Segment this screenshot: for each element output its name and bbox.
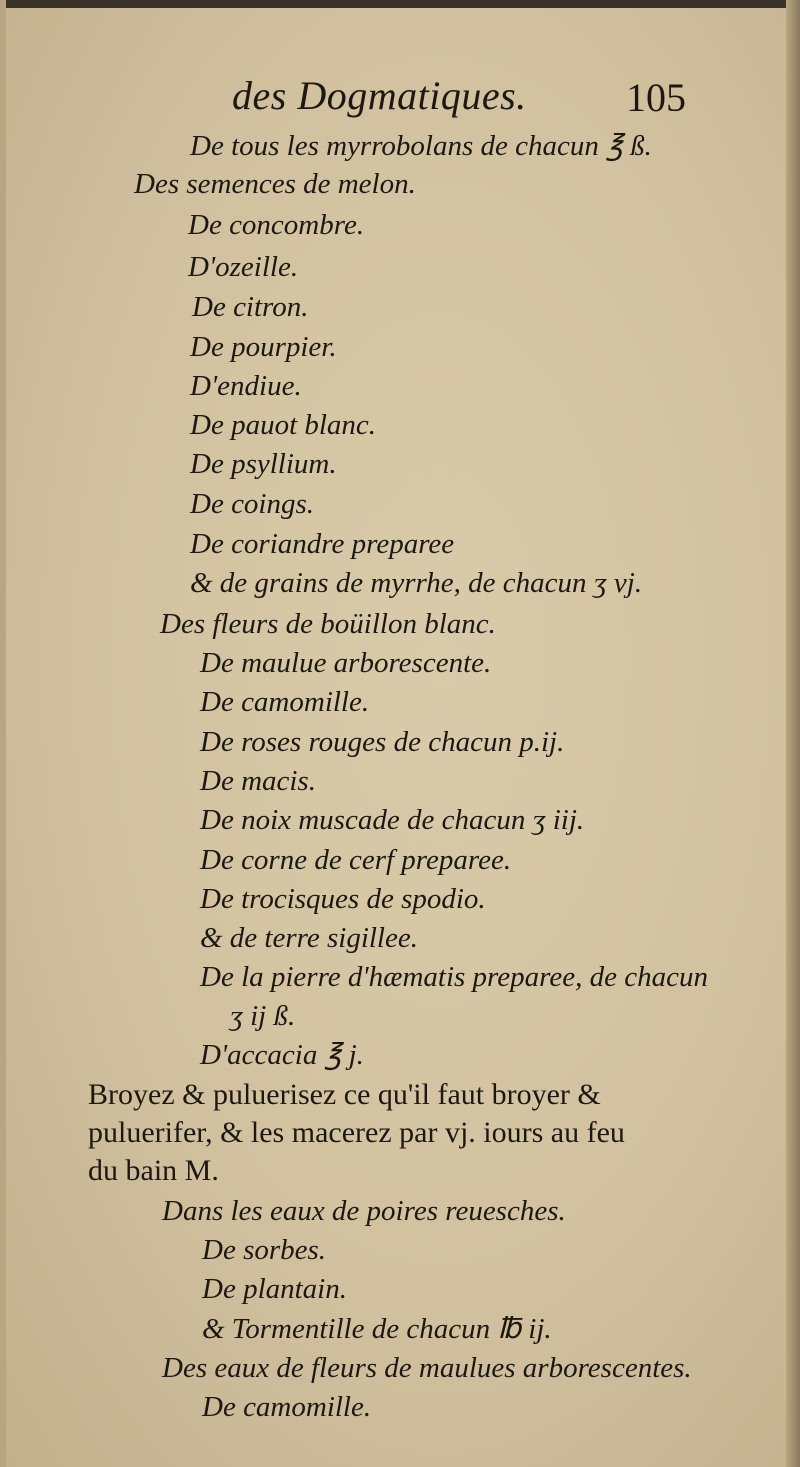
text-line-10: De coings. (190, 488, 315, 520)
text-line-4: D'ozeille. (188, 251, 299, 283)
text-line-8: De pauot blanc. (190, 409, 377, 441)
text-line-28: Dans les eaux de poires reuesches. (162, 1195, 566, 1227)
text-line-30: De plantain. (202, 1273, 347, 1305)
text-line-19: De corne de cerf preparee. (200, 844, 512, 876)
text-line-21: & de terre sigillee. (200, 922, 418, 954)
text-line-27: du bain M. (88, 1154, 219, 1187)
text-line-14: De maulue arborescente. (200, 647, 492, 679)
text-line-6: De pourpier. (190, 331, 337, 363)
text-line-5: De citron. (192, 291, 309, 323)
page-number: 105 (626, 75, 686, 120)
text-line-12: & de grains de myrrhe, de chacun ʒ vj. (190, 567, 643, 599)
text-line-9: De psyllium. (190, 448, 337, 480)
text-line-25: Broyez & puluerisez ce qu'il faut broyer & (88, 1078, 601, 1111)
page-right-edge (786, 0, 800, 1467)
text-line-32: Des eaux de fleurs de maulues arborescentes. (162, 1352, 692, 1384)
text-line-1: De tous les myrrobolans de chacun ℥ ß. (190, 130, 652, 162)
text-line-29: De sorbes. (202, 1234, 327, 1266)
running-header: des Dogmatiques. (232, 73, 527, 118)
page-left-edge (0, 0, 6, 1467)
text-line-22: De la pierre d'hæmatis preparee, de chacun (200, 961, 708, 993)
text-line-24: D'accacia ℥ j. (200, 1039, 364, 1071)
text-line-23: ʒ ij ß. (230, 1000, 296, 1032)
text-line-11: De coriandre preparee (190, 528, 455, 560)
text-line-7: D'endiue. (190, 370, 302, 402)
text-line-13: Des fleurs de boüillon blanc. (160, 608, 496, 640)
text-line-15: De camomille. (200, 686, 370, 718)
text-line-20: De trocisques de spodio. (200, 883, 486, 915)
text-line-3: De concombre. (188, 209, 365, 241)
text-line-33: De camomille. (202, 1391, 372, 1423)
text-line-16: De roses rouges de chacun p.ij. (200, 726, 565, 758)
text-line-26: puluerifer, & les macerez par vj. iours au feu (88, 1116, 625, 1149)
text-line-31: & Tormentille de chacun ℔ ij. (202, 1313, 552, 1345)
text-line-2: Des semences de melon. (134, 168, 416, 200)
text-line-17: De macis. (200, 765, 316, 797)
text-line-18: De noix muscade de chacun ʒ iij. (200, 804, 585, 836)
page-top-edge (0, 0, 800, 8)
